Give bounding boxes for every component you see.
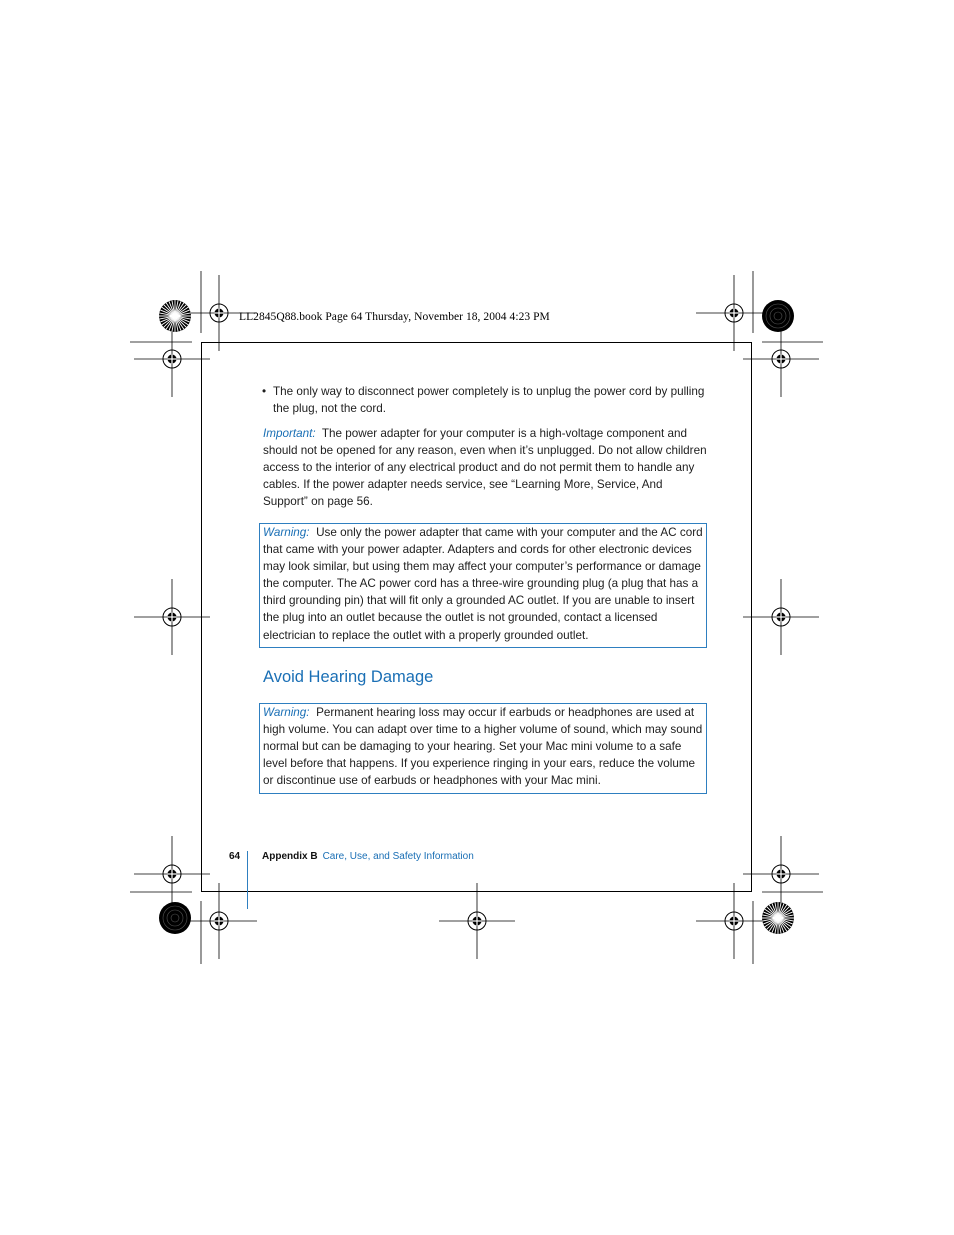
page-number: 64 xyxy=(229,851,241,862)
bullet-symbol: • xyxy=(262,385,267,398)
footer-section: Care, Use, and Safety Information xyxy=(322,851,474,862)
warning-hearing-content xyxy=(263,704,703,789)
important-note xyxy=(263,425,708,510)
footer-divider xyxy=(247,851,248,909)
warning-box-power xyxy=(259,523,707,648)
warning-power-label: Warning: xyxy=(263,526,310,539)
footer-appendix: Appendix B xyxy=(262,851,318,862)
warning-hearing-text: Permanent hearing loss may occur if earbuds or headphones are used at high volume. You can adapt over time to a higher volume of sound, which may sound normal but can be damaging to your hearing. Set your Mac mini volume to a safe level before that happens. If you experience ringing in your ears, reduce the volume or discontinue use of earbuds or headphones with your Mac mini. xyxy=(263,706,703,788)
warning-power-text: Use only the power adapter that came with your computer and the AC cord that came with your power adapter. Adapters and cords for other electronic devices may look similar, but using them may affect your computer’s performance or damage the computer. The AC power cord has a three-wire grounding plug (a plug that has a third grounding pin) that will fit only a grounded AC outlet. If you are unable to insert the plug into an outlet because the outlet is not grounded, contact a licensed electrician to replace the outlet with a properly grounded outlet. xyxy=(263,526,703,642)
section-heading: Avoid Hearing Damage xyxy=(263,668,434,686)
warning-power-content xyxy=(263,524,703,644)
important-text: The power adapter for your computer is a high-voltage component and should not be opened for any reason, even when it’s unplugged. Do not allow children access to the interior of any electrical product and do not permit them to handle any cables. If the power adapter needs service, see “Learning More, Service, And Support” on page 56. xyxy=(263,427,707,509)
warning-box-hearing xyxy=(259,703,707,794)
warning-hearing-label: Warning: xyxy=(263,706,310,719)
bullet-text: The only way to disconnect power completely is to unplug the power cord by pulling the plug, not the cord. xyxy=(273,385,705,416)
running-footer xyxy=(262,851,474,862)
print-slug-line: LL2845Q88.book Page 64 Thursday, November 18, 2004 4:23 PM xyxy=(239,311,550,323)
important-label: Important: xyxy=(263,427,316,440)
